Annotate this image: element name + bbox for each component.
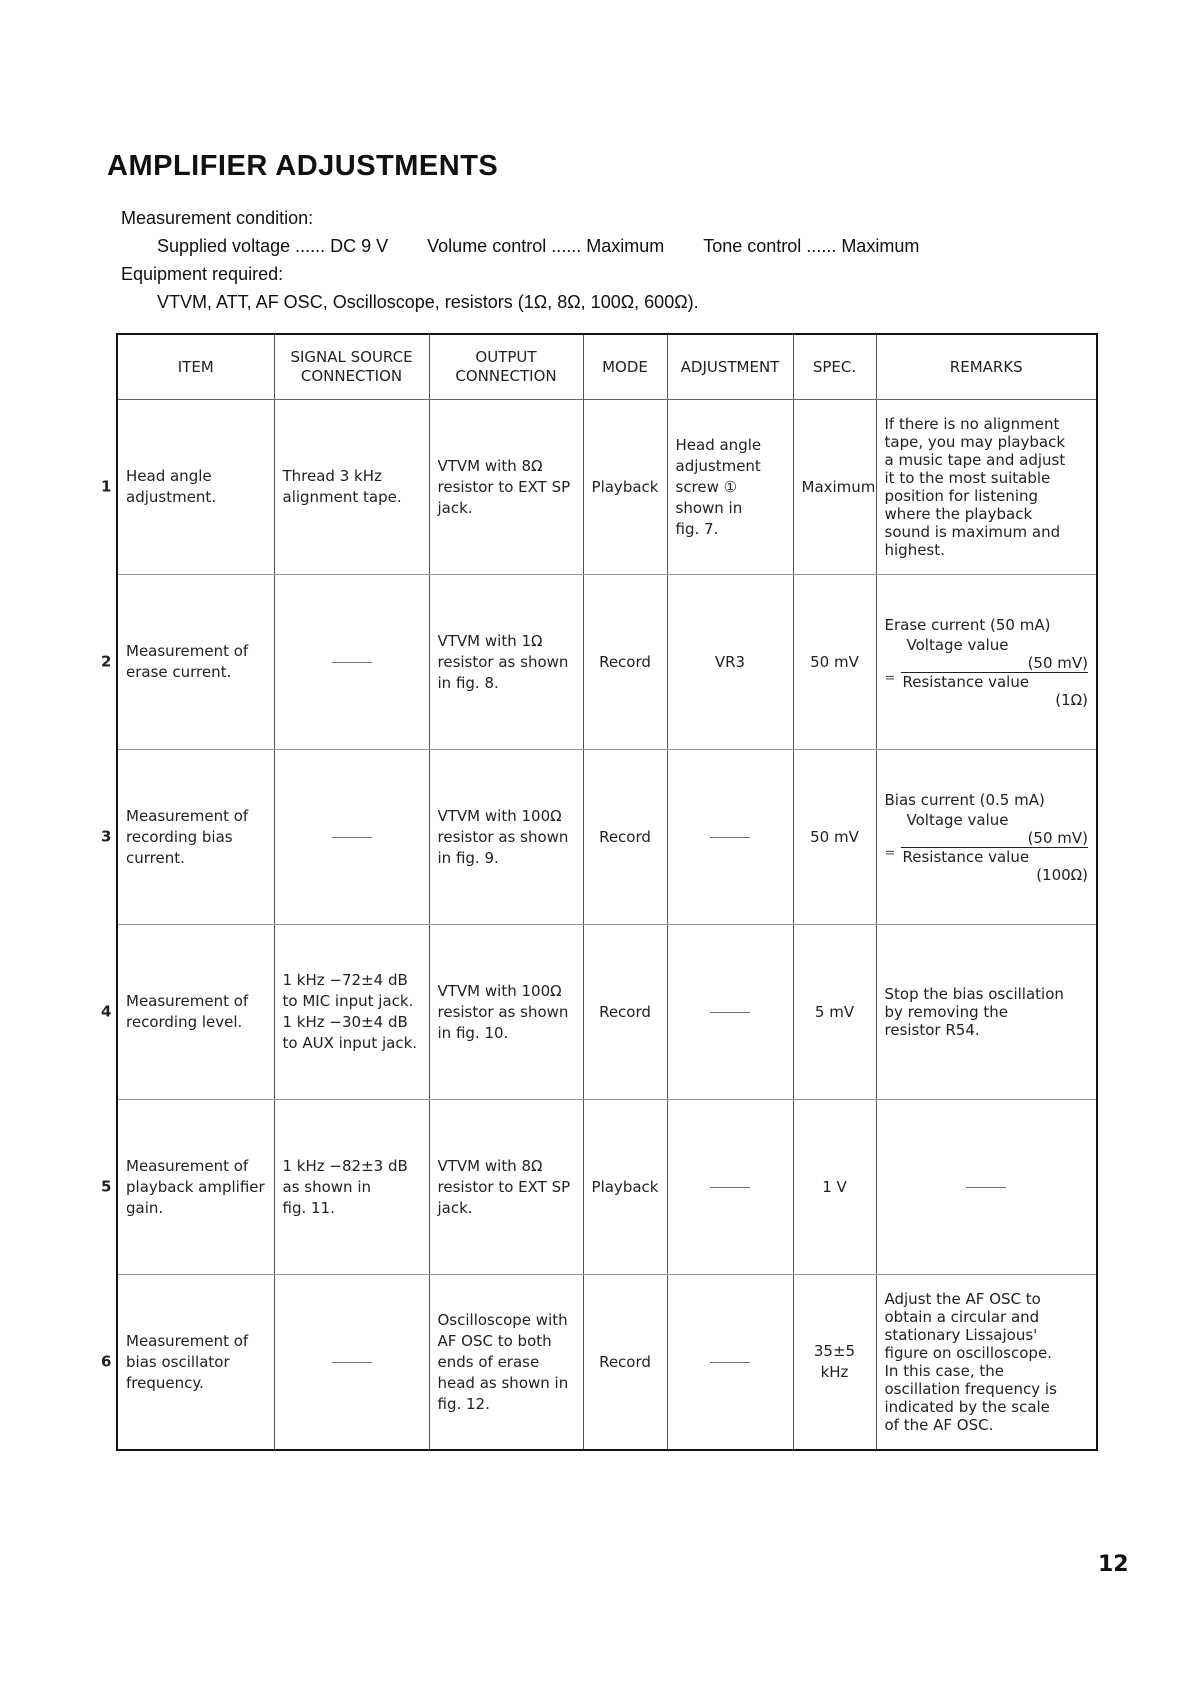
- header-output: OUTPUT CONNECTION: [429, 334, 583, 400]
- dash-mark: [332, 662, 372, 663]
- header-mode: MODE: [583, 334, 667, 400]
- signal-cell: Thread 3 kHz alignment tape.: [274, 400, 429, 575]
- signal-cell: 1 kHz −72±4 dB to MIC input jack. 1 kHz −30±4 dB to AUX input jack.: [274, 925, 429, 1100]
- row-number: 3: [101, 827, 112, 846]
- mode-cell: Record: [583, 575, 667, 750]
- header-adjustment: ADJUSTMENT: [667, 334, 793, 400]
- item-cell: 2 Measurement of erase current.: [117, 575, 274, 750]
- equipment-list: VTVM, ATT, AF OSC, Oscilloscope, resistors (1Ω, 8Ω, 100Ω, 600Ω).: [157, 292, 699, 312]
- spec-cell: 50 mV: [793, 750, 876, 925]
- table-row: [117, 575, 1097, 750]
- row-number: 6: [101, 1352, 112, 1371]
- dash-mark: [710, 1187, 750, 1188]
- spec-cell: 1 V: [793, 1100, 876, 1275]
- table-row: [117, 1100, 1097, 1275]
- equipment-label: Equipment required:: [121, 264, 284, 284]
- remarks-cell: Stop the bias oscillation by removing the resistor R54.: [876, 925, 1097, 1100]
- header-remarks: REMARKS: [876, 334, 1097, 400]
- spec-cell: 50 mV: [793, 575, 876, 750]
- equals-sign: =: [884, 845, 896, 861]
- output-cell: VTVM with 8Ω resistor to EXT SP jack.: [429, 1100, 583, 1275]
- header-item: ITEM: [117, 334, 274, 400]
- dash-mark: [710, 1012, 750, 1013]
- item-cell: 1 Head angle adjustment.: [117, 400, 274, 575]
- remarks-cell: Erase current (50 mA) = Voltage value (50 mV) Resistance value (1Ω): [876, 575, 1097, 750]
- mode-cell: Record: [583, 925, 667, 1100]
- table-row: [117, 925, 1097, 1100]
- formula: = Voltage value (50 mV) Resistance value (100Ω): [884, 810, 1088, 884]
- supplied-voltage: Supplied voltage ...... DC 9 V: [157, 236, 389, 256]
- spec-cell: 35±5 kHz: [793, 1275, 876, 1451]
- header-signal-source: SIGNAL SOURCE CONNECTION: [274, 334, 429, 400]
- row-number: 5: [101, 1177, 112, 1196]
- spec-cell: 5 mV: [793, 925, 876, 1100]
- volume-control: Volume control ...... Maximum: [427, 236, 665, 256]
- spec-cell: Maximum: [793, 400, 876, 575]
- header-spec: SPEC.: [793, 334, 876, 400]
- condition-values: [157, 236, 953, 257]
- output-cell: Oscilloscope with AF OSC to both ends of erase head as shown in fig. 12.: [429, 1275, 583, 1451]
- dash-mark: [332, 837, 372, 838]
- measurement-condition-label: Measurement condition:: [121, 208, 314, 228]
- adjustments-table-wrapper: [101, 333, 1096, 1451]
- item-cell: 5 Measurement of playback amplifier gain.: [117, 1100, 274, 1275]
- signal-cell: 1 kHz −82±3 dB as shown in fig. 11.: [274, 1100, 429, 1275]
- adjustment-cell: [667, 1275, 793, 1451]
- signal-cell: [274, 750, 429, 925]
- adjustments-table: [101, 333, 1098, 1451]
- page-number: 12: [1098, 1552, 1129, 1577]
- table-header-row: [117, 334, 1097, 400]
- page-title: AMPLIFIER ADJUSTMENTS: [107, 150, 499, 182]
- remarks-cell: If there is no alignment tape, you may playback a music tape and adjust it to the most suitable position for listening where the playback sound is maximum and highest.: [876, 400, 1097, 575]
- table-row: [117, 1275, 1097, 1451]
- formula: = Voltage value (50 mV) Resistance value (1Ω): [884, 635, 1088, 709]
- dash-mark: [966, 1187, 1006, 1188]
- dash-mark: [710, 1362, 750, 1363]
- item-cell: 4 Measurement of recording level.: [117, 925, 274, 1100]
- adjustment-cell: [667, 1100, 793, 1275]
- row-number: 2: [101, 652, 112, 671]
- adjustment-cell: Head angle adjustment screw ① shown in fig. 7.: [667, 400, 793, 575]
- remarks-cell: Bias current (0.5 mA) = Voltage value (50 mV) Resistance value (100Ω): [876, 750, 1097, 925]
- tone-control: Tone control ...... Maximum: [703, 236, 920, 256]
- remarks-cell: Adjust the AF OSC to obtain a circular and stationary Lissajous' figure on oscilloscope. In this case, the oscillation frequency is indicated by the scale of the AF OSC.: [876, 1275, 1097, 1451]
- row-number: 1: [101, 477, 112, 496]
- item-cell: 6 Measurement of bias oscillator frequency.: [117, 1275, 274, 1451]
- signal-cell: [274, 575, 429, 750]
- dash-mark: [332, 1362, 372, 1363]
- dash-mark: [710, 837, 750, 838]
- mode-cell: Playback: [583, 1100, 667, 1275]
- item-cell: 3 Measurement of recording bias current.: [117, 750, 274, 925]
- signal-cell: [274, 1275, 429, 1451]
- table-row: [117, 400, 1097, 575]
- adjustment-cell: VR3: [667, 575, 793, 750]
- mode-cell: Record: [583, 750, 667, 925]
- mode-cell: Playback: [583, 400, 667, 575]
- table-row: [117, 750, 1097, 925]
- output-cell: VTVM with 1Ω resistor as shown in fig. 8.: [429, 575, 583, 750]
- output-cell: VTVM with 100Ω resistor as shown in fig. 9.: [429, 750, 583, 925]
- adjustment-cell: [667, 750, 793, 925]
- adjustment-cell: [667, 925, 793, 1100]
- remarks-cell: [876, 1100, 1097, 1275]
- mode-cell: Record: [583, 1275, 667, 1451]
- equals-sign: =: [884, 670, 896, 686]
- row-number: 4: [101, 1002, 112, 1021]
- output-cell: VTVM with 8Ω resistor to EXT SP jack.: [429, 400, 583, 575]
- output-cell: VTVM with 100Ω resistor as shown in fig. 10.: [429, 925, 583, 1100]
